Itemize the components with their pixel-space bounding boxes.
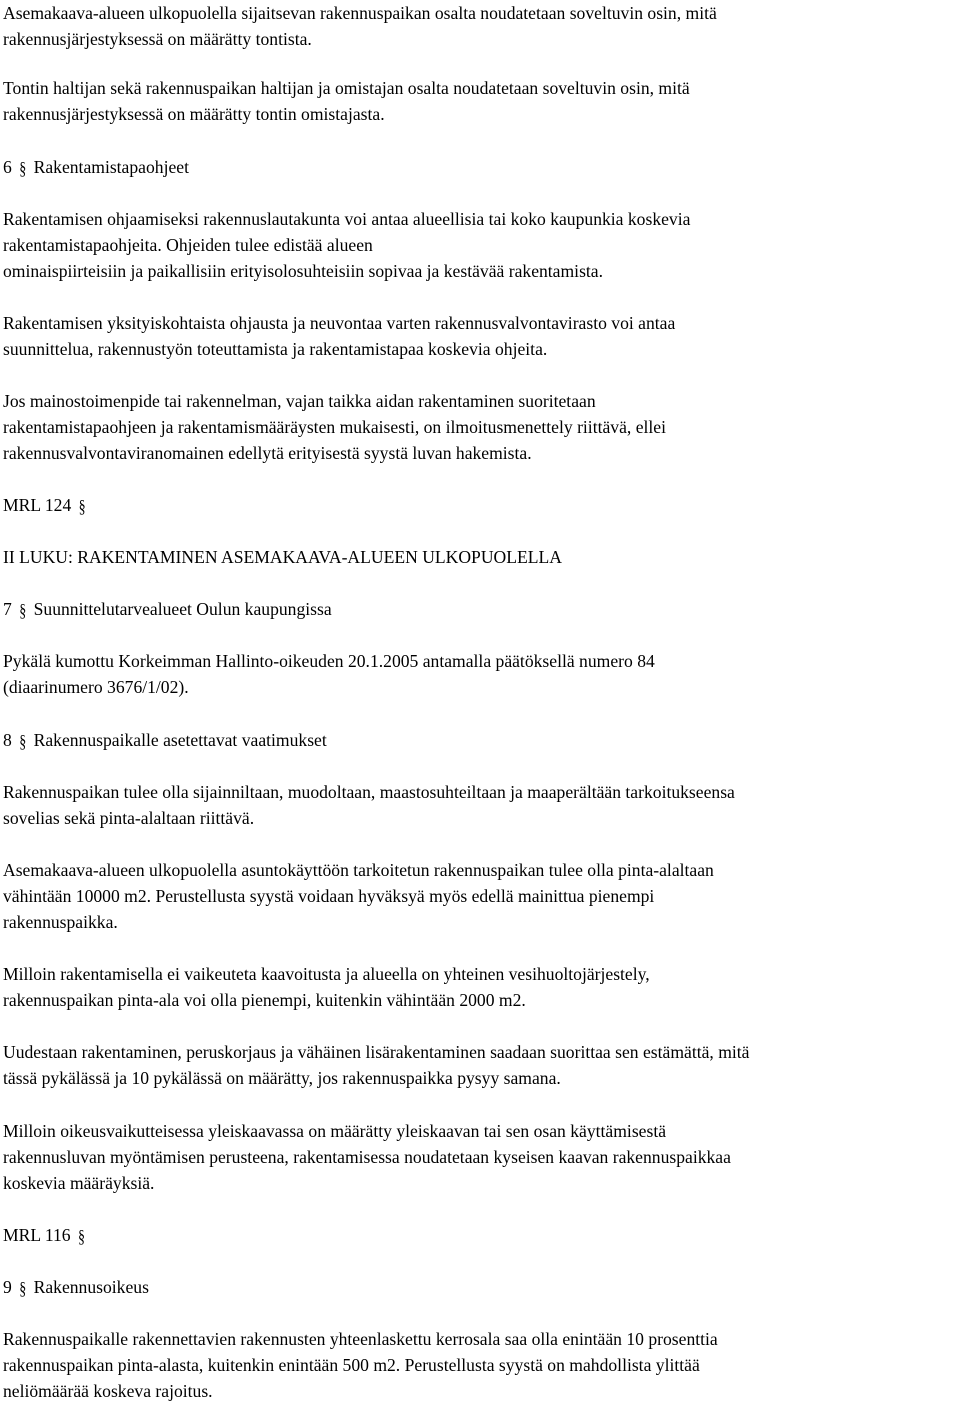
text-line: Uudestaan rakentaminen, peruskorjaus ja vähäinen lisärakentaminen saadaan suorittaa sen estämättä, mitä [3,1042,750,1062]
text-line: rakennusjärjestyksessä on määrätty tontin omistajasta. [3,104,385,124]
paragraph [3,310,960,362]
section-number: 9 [3,1277,12,1297]
text-line: koskevia määräyksiä. [3,1173,155,1193]
text-line: Tontin haltijan sekä rakennuspaikan haltijan ja omistajan osalta noudatetaan soveltuvin osin, mitä [3,78,690,98]
section-heading [3,154,960,183]
chapter-heading [3,544,960,570]
text-line: Asemakaava-alueen ulkopuolella sijaitsevan rakennuspaikan osalta noudatetaan soveltuvin osin, mitä [3,3,717,23]
section-sign-icon: § [19,733,27,752]
section-title: Rakentamistapaohjeet [33,157,189,177]
text-line: rakennuspaikan pinta-alasta, kuitenkin enintään 500 m2. Perustellusta syystä on mahdollista ylittää [3,1355,700,1375]
paragraph [3,961,960,1013]
text-line: rakennusvalvontaviranomainen edellytä erityisestä syystä luvan hakemista. [3,443,532,463]
section-number: 8 [3,730,12,750]
paragraph [3,857,960,935]
paragraph [3,648,960,700]
section-number: MRL 116 [3,1225,71,1245]
text-line: suunnittelua, rakennustyön toteuttamista ja rakentamistapaa koskevia ohjeita. [3,339,548,359]
text-line: Rakentamisen ohjaamiseksi rakennuslautakunta voi antaa alueellisia tai koko kaupunkia koskevia [3,209,691,229]
paragraph [3,0,960,52]
paragraph [3,779,960,831]
text-line: II LUKU: RAKENTAMINEN ASEMAKAAVA-ALUEEN ULKOPUOLELLA [3,547,562,567]
section-number: MRL 124 [3,495,72,515]
text-line: vähintään 10000 m2. Perustellusta syystä voidaan hyväksyä myös edellä mainittua pienempi [3,886,655,906]
section-heading [3,1274,960,1303]
text-line: rakennuspaikka. [3,912,118,932]
text-line: tässä pykälässä ja 10 pykälässä on määrätty, jos rakennuspaikka pysyy samana. [3,1068,561,1088]
text-line: ominaispiirteisiin ja paikallisiin erityisolosuhteisiin sopivaa ja kestävää rakentamista. [3,261,604,281]
text-line: rakennuspaikan pinta-ala voi olla pienempi, kuitenkin vähintään 2000 m2. [3,990,526,1010]
section-sign-icon: § [19,160,27,179]
section-heading [3,1222,960,1251]
paragraph [3,1039,960,1091]
section-title: Rakennuspaikalle asetettavat vaatimukset [33,730,327,750]
text-line: Rakennuspaikan tulee olla sijainniltaan, muodoltaan, maastosuhteiltaan ja maaperältään tarkoitukseensa [3,782,735,802]
paragraph [3,75,960,127]
text-line: Rakennuspaikalle rakennettavien rakennusten yhteenlaskettu kerrosala saa olla enintään 10 prosenttia [3,1329,718,1349]
section-sign-icon: § [78,498,86,517]
text-line: neliömäärää koskeva rajoitus. [3,1381,213,1401]
section-title: Suunnittelutarvealueet Oulun kaupungissa [33,599,332,619]
text-line: Pykälä kumottu Korkeimman Hallinto-oikeuden 20.1.2005 antamalla päätöksellä numero 84 [3,651,655,671]
section-heading [3,596,960,625]
section-number: 6 [3,157,12,177]
section-sign-icon: § [19,602,27,621]
text-line: (diaarinumero 3676/1/02). [3,677,189,697]
text-line: Jos mainostoimenpide tai rakennelman, vajan taikka aidan rakentaminen suoritetaan [3,391,596,411]
paragraph [3,388,960,466]
paragraph [3,1118,960,1196]
section-number: 7 [3,599,12,619]
section-sign-icon: § [19,1280,27,1299]
section-heading [3,492,960,521]
text-line: rakennusjärjestyksessä on määrätty tontista. [3,29,312,49]
text-line: sovelias sekä pinta-alaltaan riittävä. [3,808,255,828]
paragraph [3,206,960,284]
text-line: Asemakaava-alueen ulkopuolella asuntokäyttöön tarkoitetun rakennuspaikan tulee olla pinta-alaltaan [3,860,714,880]
text-line: Rakentamisen yksityiskohtaista ohjausta ja neuvontaa varten rakennusvalvontavirasto voi antaa [3,313,676,333]
text-line: Milloin rakentamisella ei vaikeuteta kaavoitusta ja alueella on yhteinen vesihuoltojärjestely, [3,964,650,984]
section-title: Rakennusoikeus [33,1277,149,1297]
text-line: rakentamistapaohjeita. Ohjeiden tulee edistää alueen [3,235,373,255]
paragraph [3,1326,960,1404]
section-sign-icon: § [78,1228,86,1247]
section-heading [3,727,960,756]
text-line: Milloin oikeusvaikutteisessa yleiskaavassa on määrätty yleiskaavan tai sen osan käyttämisestä [3,1121,667,1141]
text-line: rakentamistapaohjeen ja rakentamismääräysten mukaisesti, on ilmoitusmenettely riittävä, ellei [3,417,666,437]
text-line: rakennusluvan myöntämisen perusteena, rakentamisessa noudatetaan kyseisen kaavan rakennuspaikkaa [3,1147,731,1167]
